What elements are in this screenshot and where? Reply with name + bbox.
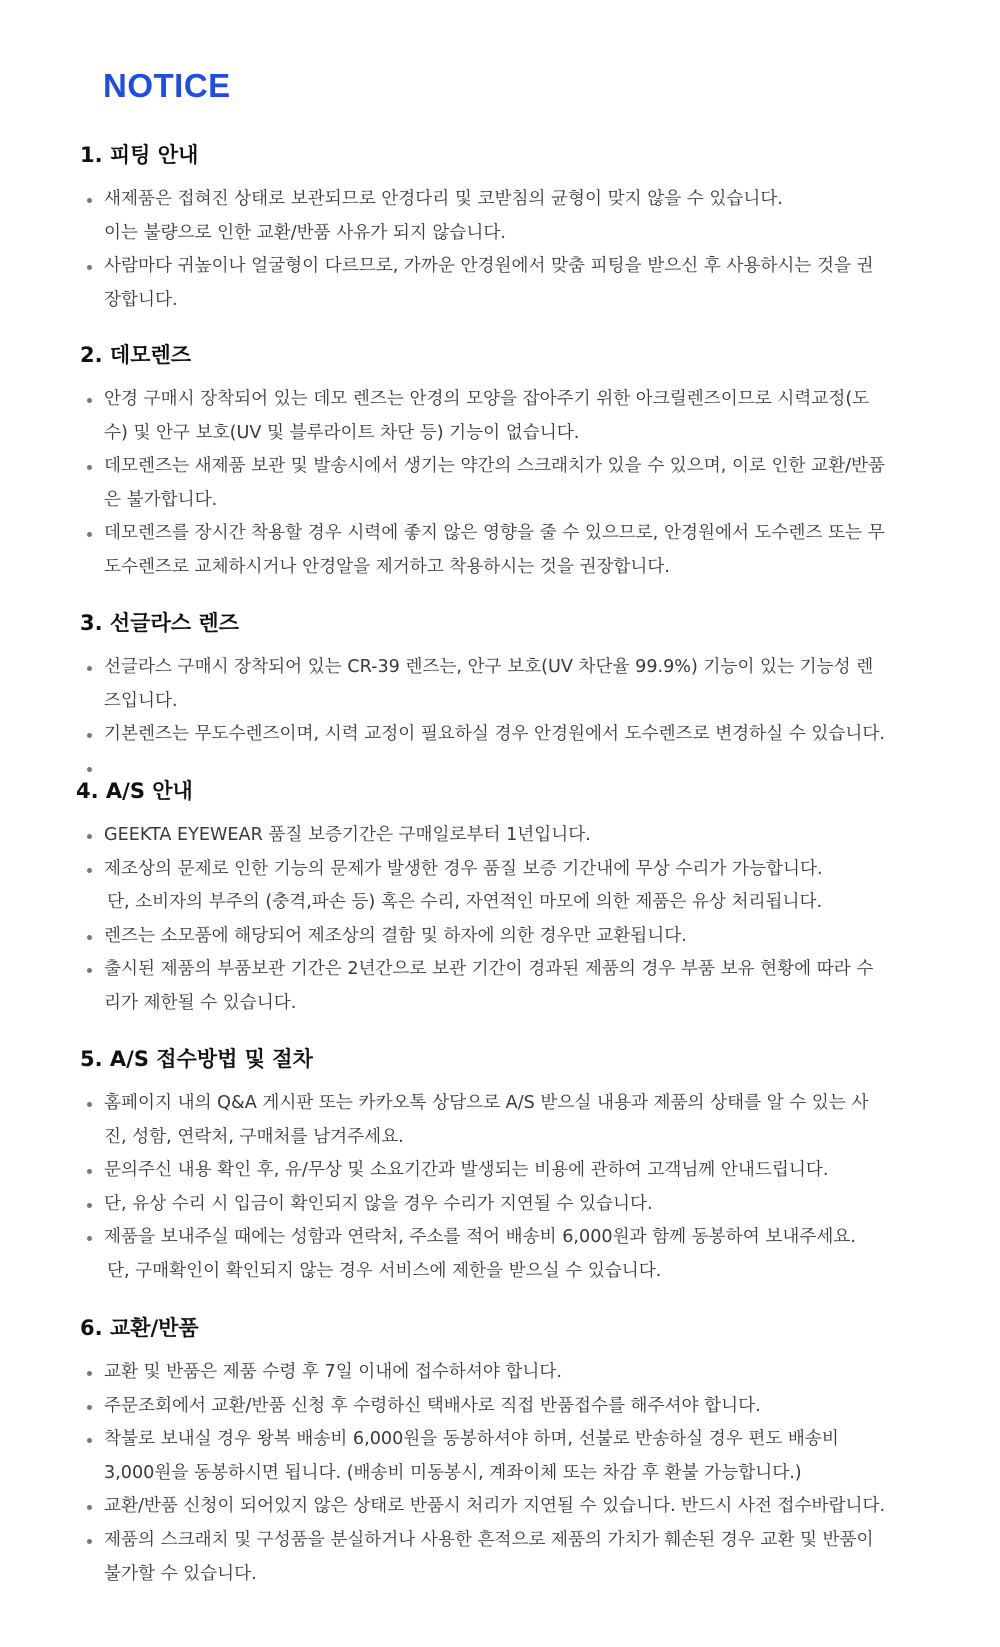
bullet-dot-icon (87, 1505, 92, 1510)
bullet-text: 이는 불량으로 인한 교환/반품 사유가 되지 않습니다. (104, 222, 506, 243)
bullet-dot-icon (87, 1438, 92, 1443)
bullet-text: 제조상의 문제로 인한 기능의 문제가 발생한 경우 품질 보증 기간내에 무상 수리가 가능합니다. (104, 858, 823, 879)
bullet-text: 렌즈는 소모품에 해당되어 제조상의 결함 및 하자에 의한 경우만 교환됩니다. (104, 925, 687, 946)
bullet-text: 수) 및 안구 보호(UV 및 블루라이트 차단 등) 기능이 없습니다. (104, 422, 580, 443)
bullet-text: 도수렌즈로 교체하시거나 안경알을 제거하고 착용하시는 것을 권장합니다. (104, 556, 671, 577)
list-item (82, 1087, 932, 1154)
list-item (82, 1356, 932, 1390)
list-item (82, 718, 932, 752)
list-item (82, 1490, 932, 1524)
bullet-dot-icon (87, 767, 92, 772)
demo-lens-bullet-list (82, 383, 932, 585)
section-heading-exchange-return: 6. 교환/반품 (80, 1316, 199, 1340)
fitting-bullet-list (82, 183, 932, 317)
list-item (82, 1423, 932, 1490)
list-item (82, 953, 932, 1020)
bullet-text: 장합니다. (104, 289, 178, 310)
bullet-text: 착불로 보내실 경우 왕복 배송비 6,000원을 동봉하셔야 하며, 선불로 반송하실 경우 편도 배송비 (104, 1429, 839, 1450)
bullet-text: 데모렌즈는 새제품 보관 및 발송시에서 생기는 약간의 스크래치가 있을 수 있으며, 이로 인한 교환/반품 (104, 456, 886, 477)
bullet-dot-icon (87, 666, 92, 671)
bullet-dot-icon (87, 1236, 92, 1241)
bullet-text: 리가 제한될 수 있습니다. (104, 992, 297, 1013)
bullet-dot-icon (87, 1405, 92, 1410)
list-item (82, 383, 932, 450)
bullet-text: 제품의 스크래치 및 구성품을 분실하거나 사용한 흔적으로 제품의 가치가 훼손된 경우 교환 및 반품이 (104, 1529, 874, 1550)
bullet-dot-icon (87, 968, 92, 973)
bullet-text: 제품을 보내주실 때에는 성함과 연락처, 주소를 적어 배송비 6,000원과 함께 동봉하여 보내주세요. (104, 1227, 856, 1248)
list-item (82, 819, 932, 853)
bullet-dot-icon (87, 198, 92, 203)
list-item-empty (82, 752, 932, 786)
bullet-dot-icon (87, 834, 92, 839)
bullet-dot-icon (87, 1539, 92, 1544)
bullet-text: 불가할 수 있습니다. (104, 1563, 257, 1584)
bullet-text: 주문조회에서 교환/반품 신청 후 수령하신 택배사로 직접 반품접수를 해주셔야 합니다. (104, 1395, 761, 1416)
bullet-text: 출시된 제품의 부품보관 기간은 2년간으로 보관 기간이 경과된 제품의 경우 부품 보유 현황에 따라 수 (104, 959, 874, 980)
bullet-text: 안경 구매시 장착되어 있는 데모 렌즈는 안경의 모양을 잡아주기 위한 아크릴렌즈이므로 시력교정(도 (104, 389, 870, 409)
bullet-text: 단, 구매확인이 확인되지 않는 경우 서비스에 제한을 받으실 수 있습니다. (107, 1260, 662, 1281)
bullet-dot-icon (87, 1203, 92, 1208)
bullet-dot-icon (87, 1371, 92, 1376)
bullet-dot-icon (87, 465, 92, 470)
bullet-text: 새제품은 접혀진 상태로 보관되므로 안경다리 및 코받침의 균형이 맞지 않을 수 있습니다. (104, 189, 783, 209)
section-heading-demo-lens: 2. 데모렌즈 (80, 343, 192, 367)
list-item (82, 1524, 932, 1591)
list-item (82, 853, 932, 920)
bullet-dot-icon (87, 868, 92, 873)
list-item (82, 1188, 932, 1222)
list-item (82, 250, 932, 317)
bullet-dot-icon (87, 265, 92, 270)
as-guide-bullet-list (82, 819, 932, 1021)
bullet-text: 데모렌즈를 장시간 착용할 경우 시력에 좋지 않은 영향을 줄 수 있으므로, 안경원에서 도수렌즈 또는 무 (104, 523, 885, 544)
section-heading-as-procedure: 5. A/S 접수방법 및 절차 (80, 1047, 313, 1071)
bullet-dot-icon (87, 1102, 92, 1107)
bullet-dot-icon (87, 532, 92, 537)
list-item (82, 1390, 932, 1424)
notice-title: NOTICE (103, 67, 231, 104)
list-item (82, 651, 932, 718)
bullet-text: 문의주신 내용 확인 후, 유/무상 및 소요기간과 발생되는 비용에 관하여 고객님께 안내드립니다. (104, 1160, 829, 1181)
bullet-text: 교환/반품 신청이 되어있지 않은 상태로 반품시 처리가 지연될 수 있습니다. 반드시 사전 접수바랍니다. (104, 1496, 886, 1517)
bullet-dot-icon (87, 398, 92, 403)
bullet-text: 기본렌즈는 무도수렌즈이며, 시력 교정이 필요하실 경우 안경원에서 도수렌즈로 변경하실 수 있습니다. (104, 724, 885, 745)
list-item (82, 1154, 932, 1188)
as-procedure-bullet-list (82, 1087, 932, 1289)
bullet-text: 진, 성함, 연락처, 구매처를 남겨주세요. (104, 1126, 404, 1147)
list-item (82, 183, 932, 250)
list-item (82, 517, 932, 584)
bullet-dot-icon (87, 935, 92, 940)
bullet-text: 단, 유상 수리 시 입금이 확인되지 않을 경우 수리가 지연될 수 있습니다. (104, 1193, 653, 1214)
bullet-dot-icon (87, 1169, 92, 1174)
bullet-text: 3,000원을 동봉하시면 됩니다. (배송비 미동봉시, 계좌이체 또는 차감 후 환불 가능합니다.) (104, 1462, 802, 1483)
exchange-return-bullet-list (82, 1356, 932, 1591)
section-heading-fitting: 1. 피팅 안내 (80, 143, 199, 167)
list-item (82, 1221, 932, 1288)
bullet-text: 사람마다 귀높이나 얼굴형이 다르므로, 가까운 안경원에서 맞춤 피팅을 받으신 후 사용하시는 것을 권 (104, 256, 874, 277)
bullet-text: GEEKTA EYEWEAR 품질 보증기간은 구매일로부터 1년입니다. (104, 825, 591, 845)
bullet-text: 단, 소비자의 부주의 (충격,파손 등) 혹은 수리, 자연적인 마모에 의한 제품은 유상 처리됩니다. (107, 892, 823, 913)
list-item (82, 920, 932, 954)
sunglass-lens-bullet-list (82, 651, 932, 785)
section-heading-sunglass-lens: 3. 선글라스 렌즈 (80, 611, 239, 635)
bullet-dot-icon (87, 733, 92, 738)
bullet-text: 홈페이지 내의 Q&A 게시판 또는 카카오톡 상담으로 A/S 받으실 내용과 제품의 상태를 알 수 있는 사 (104, 1093, 869, 1113)
bullet-text: 교환 및 반품은 제품 수령 후 7일 이내에 접수하셔야 합니다. (104, 1362, 563, 1382)
bullet-text: 선글라스 구매시 장착되어 있는 CR-39 렌즈는, 안구 보호(UV 차단율 99.9%) 기능이 있는 기능성 렌 (104, 657, 874, 677)
section-heading-as-guide: 4. A/S 안내 (76, 779, 193, 803)
bullet-text: 은 불가합니다. (104, 489, 218, 510)
list-item (82, 450, 932, 517)
bullet-text: 즈입니다. (104, 690, 178, 711)
